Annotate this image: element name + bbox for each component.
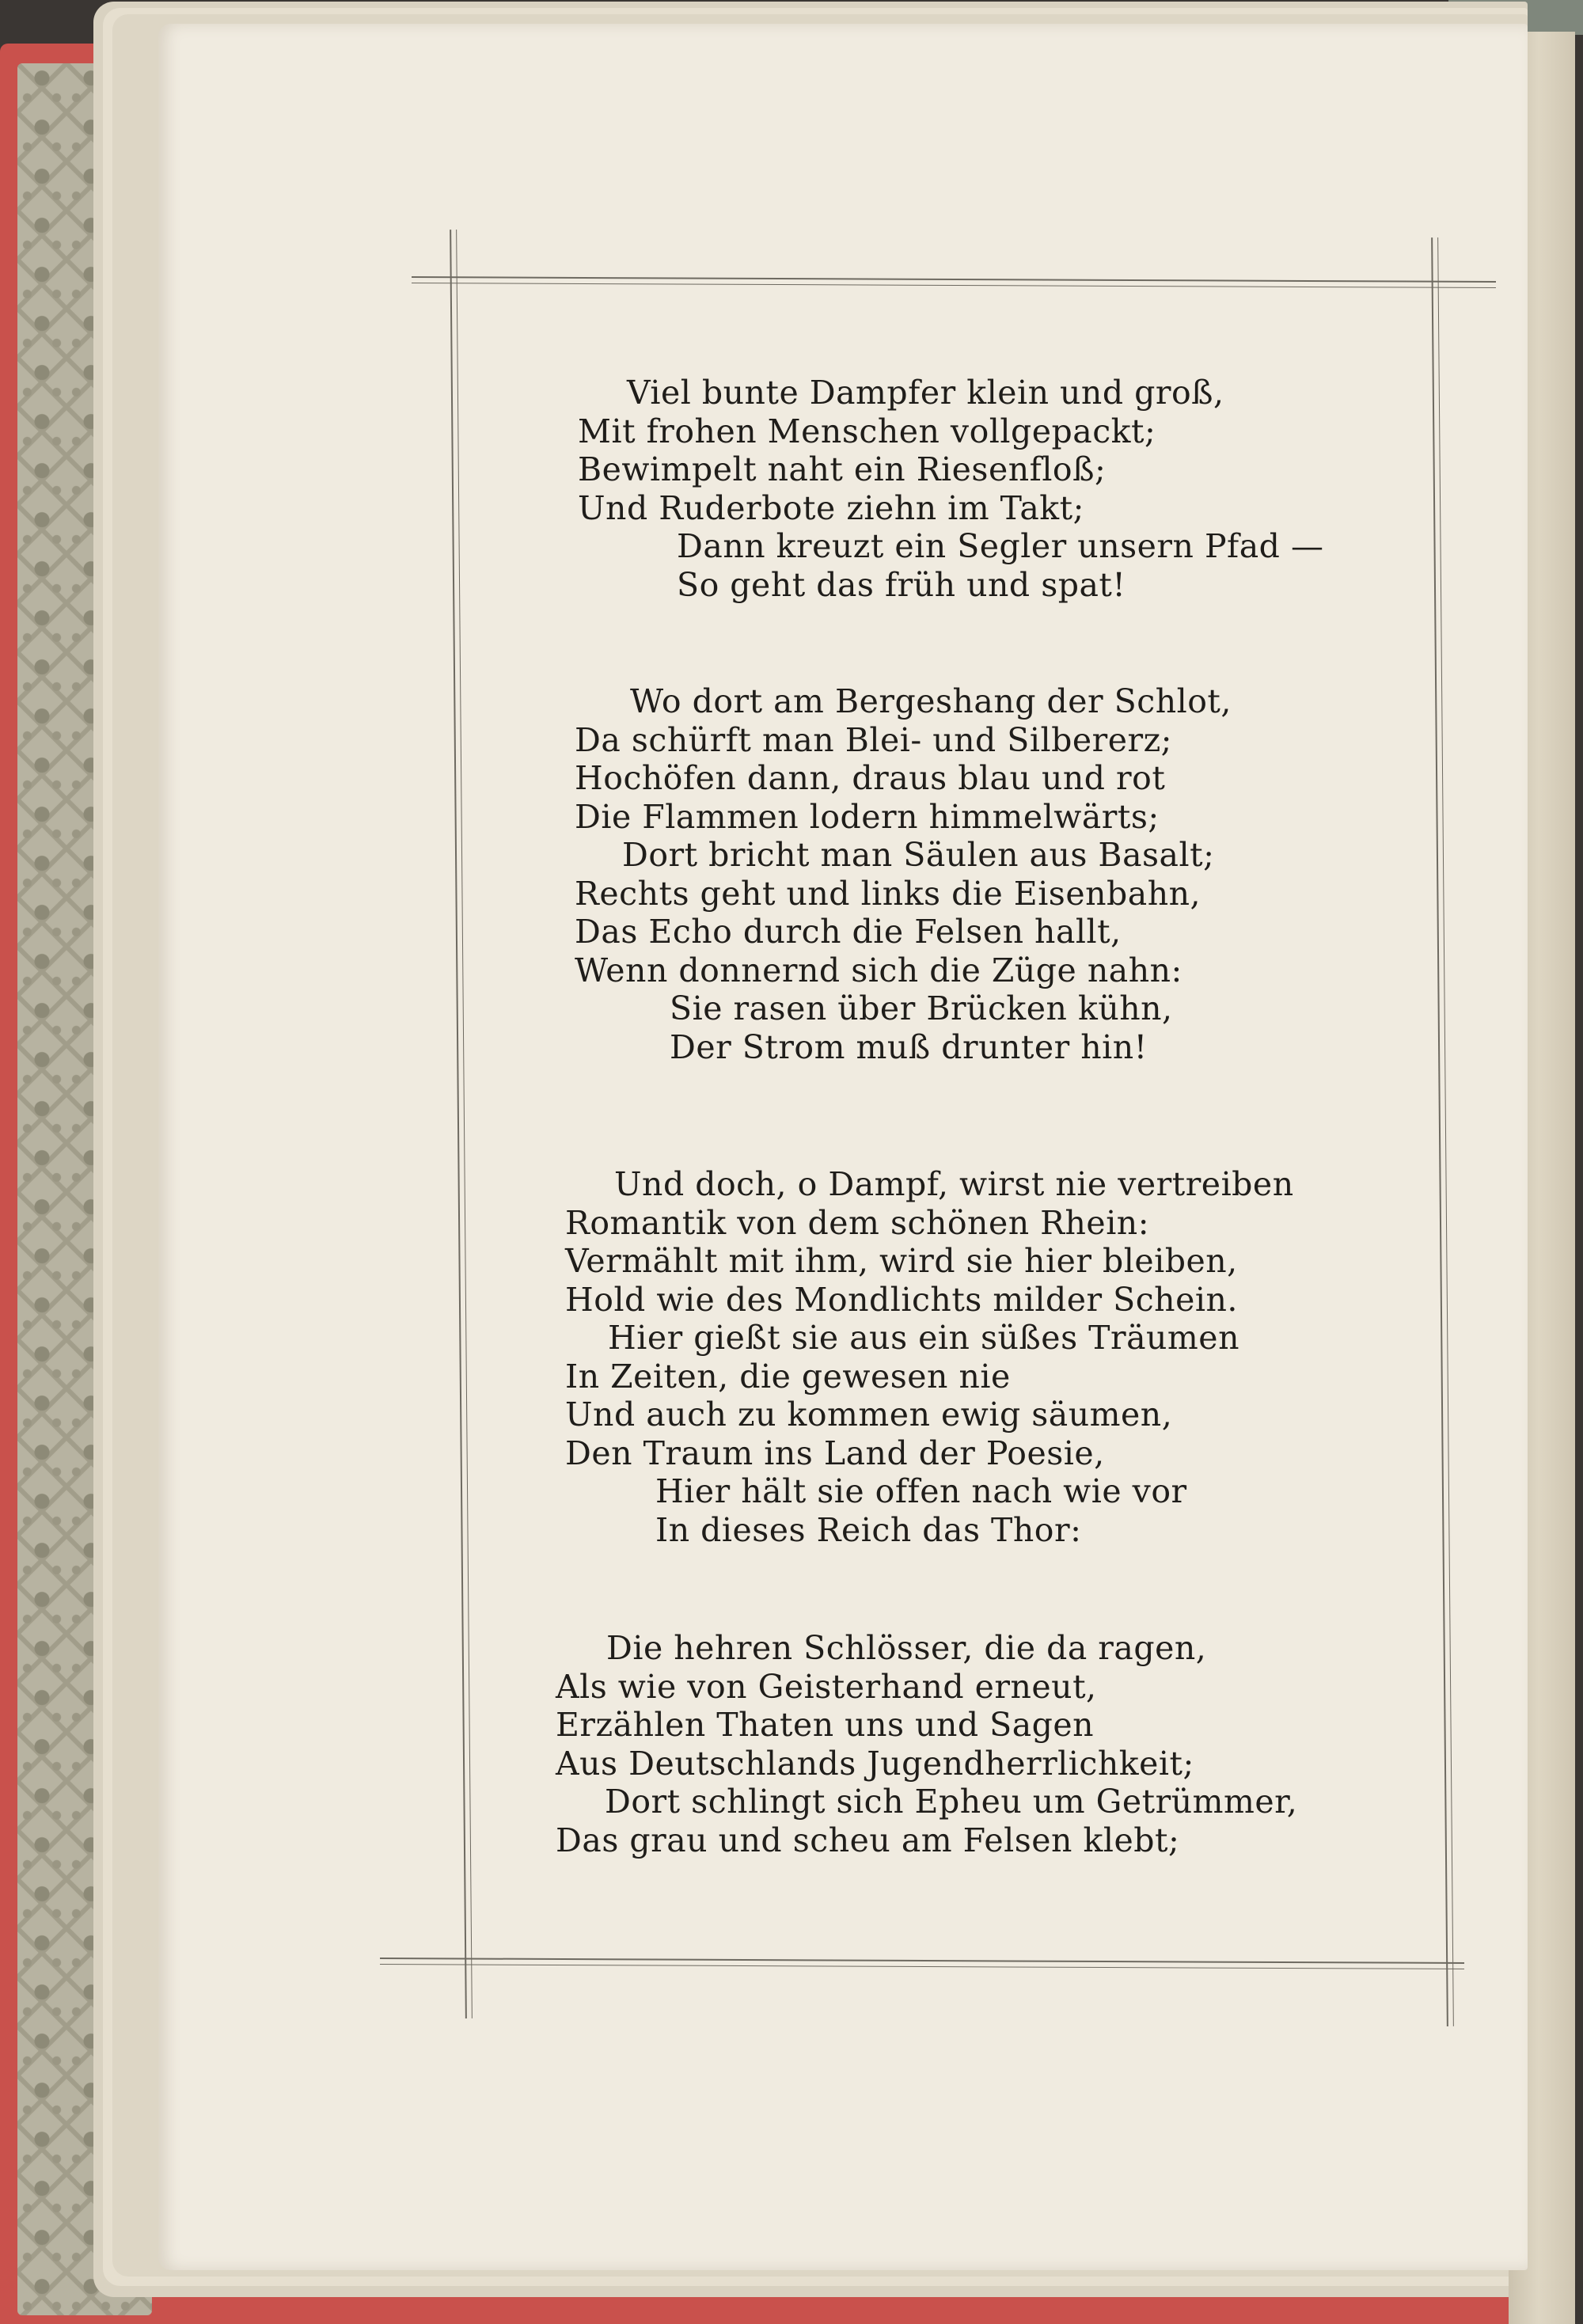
verse-line: Der Strom muß drunter hin!	[670, 1027, 1148, 1066]
verse-line: Aus Deutschlands Jugendherrlichkeit;	[556, 1744, 1194, 1783]
verse-line: Dort bricht man Säulen aus Basalt;	[622, 836, 1215, 874]
verse-line: Wenn donnernd sich die Züge nahn:	[575, 951, 1183, 989]
verse-line: Dann kreuzt ein Segler unsern Pfad —	[677, 527, 1324, 565]
book-page	[158, 24, 1528, 2270]
verse-line: Das grau und scheu am Felsen klebt;	[556, 1821, 1180, 1859]
verse-line: Rechts geht und links die Eisenbahn,	[575, 874, 1201, 913]
verse-line: Hold wie des Mondlichts milder Schein.	[565, 1280, 1238, 1319]
stanza-1	[578, 374, 1323, 604]
verse-line: Hier hält sie offen nach wie vor	[655, 1472, 1187, 1510]
verse-line: Da schürft man Blei- und Silbererz;	[575, 720, 1172, 759]
verse-line: Bewimpelt naht ein Riesenfloß;	[578, 450, 1107, 488]
stanza-4	[556, 1629, 1297, 1859]
verse-line: Vermählt mit ihm, wird sie hier bleiben,	[565, 1242, 1238, 1280]
verse-line: Als wie von Geisterhand erneut,	[556, 1667, 1097, 1706]
stanza-2	[575, 682, 1232, 1066]
verse-line: Erzählen Thaten uns und Sagen	[556, 1706, 1095, 1744]
verse-line: Und Ruderbote ziehn im Takt;	[578, 488, 1084, 527]
verse-line: Wo dort am Bergeshang der Schlot,	[630, 682, 1232, 720]
verse-line: Die hehren Schlösser, die da ragen,	[606, 1629, 1207, 1667]
verse-line: Die Flammen lodern himmelwärts;	[575, 797, 1160, 836]
verse-line: So geht das früh und spat!	[677, 565, 1126, 604]
verse-line: Sie rasen über Brücken kühn,	[670, 989, 1173, 1027]
verse-line: Mit frohen Menschen vollgepackt;	[578, 412, 1156, 450]
verse-line: Das Echo durch die Felsen hallt,	[575, 913, 1122, 951]
verse-line: Und auch zu kommen ewig säumen,	[565, 1396, 1173, 1434]
verse-line: In Zeiten, die gewesen nie	[565, 1357, 1011, 1396]
verse-line: In dieses Reich das Thor:	[655, 1510, 1082, 1549]
verse-line: Hochöfen dann, draus blau und rot	[575, 759, 1166, 797]
verse-line: Romantik von dem schönen Rhein:	[565, 1203, 1150, 1242]
verse-line: Hier gießt sie aus ein süßes Träumen	[608, 1319, 1239, 1357]
verse-line: Und doch, o Dampf, wirst nie vertreiben	[614, 1165, 1294, 1203]
verse-line: Dort schlingt sich Epheu um Getrümmer,	[605, 1783, 1298, 1821]
stanza-3	[565, 1165, 1294, 1549]
verse-line: Viel bunte Dampfer klein und groß,	[627, 374, 1224, 412]
verse-line: Den Traum ins Land der Poesie,	[565, 1434, 1105, 1472]
